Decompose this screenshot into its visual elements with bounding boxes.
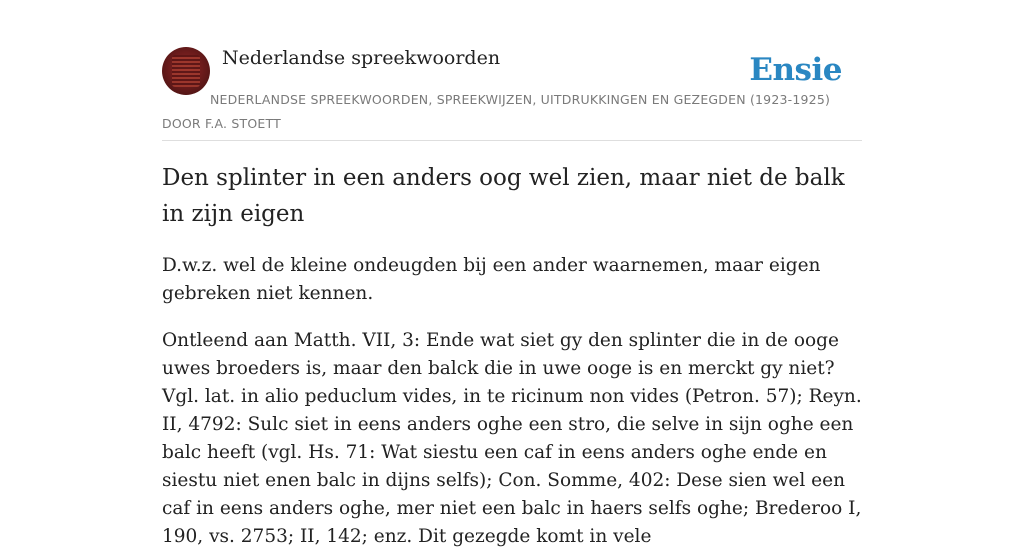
book-title-link[interactable]: Nederlandse spreekwoorden xyxy=(222,47,501,69)
entry-title: Den splinter in een anders oog wel zien, maar niet de balk in zijn eigen xyxy=(162,165,845,227)
book-subtitle: NEDERLANDSE SPREEKWOORDEN, SPREEKWIJZEN, UITDRUKKINGEN EN GEZEGDEN (1923-1925) xyxy=(210,92,831,107)
book-author: DOOR F.A. STOETT xyxy=(162,116,281,131)
book-cover-image xyxy=(172,55,200,87)
ensie-logo[interactable]: Ensie xyxy=(749,52,842,88)
entry-paragraph-definition: D.w.z. wel de kleine ondeugden bij een ander waarnemen, maar eigen gebreken niet kennen. xyxy=(162,255,821,304)
entry-paragraph-origin: Ontleend aan Matth. VII, 3: Ende wat siet gy den splinter die in de ooge uwes broeders is, maar den balck die in uwe ooge is en merckt gy niet? Vgl. lat. in alio peduclum vides, in te ricinum non vides (Petron. 57); Reyn. II, 4792: Sulc siet in eens anders oghe een stro, die selve in sijn oghe een balc heeft (vgl. Hs. 71: Wat siestu een caf in eens anders oghe ende en siestu niet enen balc in dijns selfs); Con. Somme, 402: Dese sien wel een caf in eens anders oghe, mer niet een balc in haers selfs oghe; Brederoo I, 190, vs. 2753; II, 142; enz. Dit gezegde komt in vele xyxy=(162,330,862,547)
book-header xyxy=(162,46,862,141)
book-cover-avatar[interactable] xyxy=(162,47,210,95)
